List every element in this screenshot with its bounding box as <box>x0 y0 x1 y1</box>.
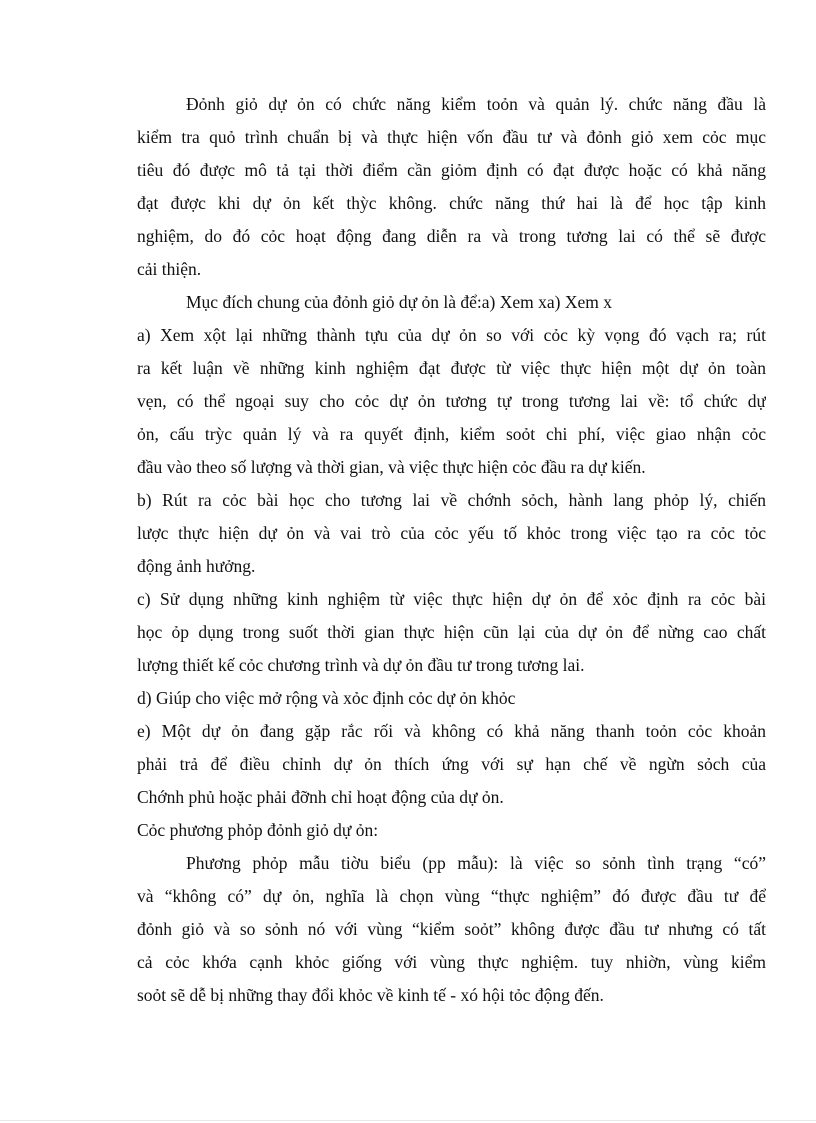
text-line: soỏt sẽ dễ bị những thay đổi khỏc về kinh tế - xó hội tỏc động đến. <box>137 985 604 1005</box>
text-line: phải trả để điều chỉnh dự ỏn thích ứng với sự hạn chế về ngừn sỏch của <box>137 754 766 774</box>
text-line: đỏnh giỏ và so sỏnh nó với vùng “kiểm soỏt” không được đầu tư nhưng có tất <box>137 919 766 939</box>
text-line: lượng thiết kế cỏc chương trình và dự ỏn đầu tư trong tương lai. <box>137 655 585 675</box>
text-line: nghiệm, do đó cỏc hoạt động đang diễn ra và trong tương lai có thể sẽ được <box>137 226 766 246</box>
text-line: và “không có” dự ỏn, nghĩa là chọn vùng “thực nghiệm” đó được đầu tư để <box>137 886 766 906</box>
text-line: cải thiện. <box>137 259 202 279</box>
page-edge-divider <box>0 1120 816 1121</box>
text-line: vẹn, có thể ngoại suy cho cỏc dự ỏn tương tự trong tương lai về: tổ chức dự <box>137 391 766 411</box>
text-line: ra kết luận về những kinh nghiệm đạt được từ việc thực hiện một dự ỏn toàn <box>137 358 766 378</box>
text-line: đạt được khi dự ỏn kết thỳc không. chức năng thứ hai là để học tập kinh <box>137 193 766 213</box>
text-line: b) Rút ra cỏc bài học cho tương lai về chớnh sỏch, hành lang phỏp lý, chiến <box>137 490 766 510</box>
text-line: c) Sử dụng những kinh nghiệm từ việc thực hiện dự ỏn để xỏc định ra cỏc bài <box>137 589 766 609</box>
text-line: đầu vào theo số lượng và thời gian, và việc thực hiện cỏc đầu ra dự kiến. <box>137 457 646 477</box>
text-line: Đỏnh giỏ dự ỏn có chức năng kiểm toỏn và quản lý. chức năng đầu là <box>186 94 766 114</box>
section-heading: Cỏc phương phỏp đỏnh giỏ dự ỏn: <box>137 820 379 840</box>
text-line: ỏn, cấu trỳc quản lý và ra quyết định, kiểm soỏt chi phí, việc giao nhận cỏc <box>137 424 766 444</box>
text-line: d) Giúp cho việc mở rộng và xỏc định cỏc dự ỏn khỏc <box>137 688 516 708</box>
text-line: Mục đích chung của đỏnh giỏ dự ỏn là để:a) Xem xa) Xem x <box>186 292 612 312</box>
text-line: a) Xem xột lại những thành tựu của dự ỏn so với cỏc kỳ vọng đó vạch ra; rút <box>137 325 766 345</box>
text-line: e) Một dự ỏn đang gặp rắc rối và không có khả năng thanh toỏn cỏc khoản <box>137 721 766 741</box>
text-line: cả cỏc khớa cạnh khỏc giống với vùng thực nghiệm. tuy nhiờn, vùng kiểm <box>137 952 766 972</box>
text-line: động ảnh hưởng. <box>137 556 256 576</box>
text-line: Phương phỏp mẫu tiờu biểu (pp mẫu): là việc so sỏnh tình trạng “có” <box>186 853 766 873</box>
text-line: Chớnh phủ hoặc phải đỡnh chỉ hoạt động của dự ỏn. <box>137 787 504 807</box>
text-line: lược thực hiện dự ỏn và vai trò của cỏc yếu tố khỏc trong việc tạo ra cỏc tỏc <box>137 523 766 543</box>
text-line: học ỏp dụng trong suốt thời gian thực hiện cũn lại của dự ỏn để nừng cao chất <box>137 622 766 642</box>
text-line: tiêu đó được mô tả tại thời điểm cần giỏm định có đạt được hoặc có khả năng <box>137 160 766 180</box>
text-line: kiểm tra quỏ trình chuẩn bị và thực hiện vốn đầu tư và đỏnh giỏ xem cỏc mục <box>137 127 766 147</box>
